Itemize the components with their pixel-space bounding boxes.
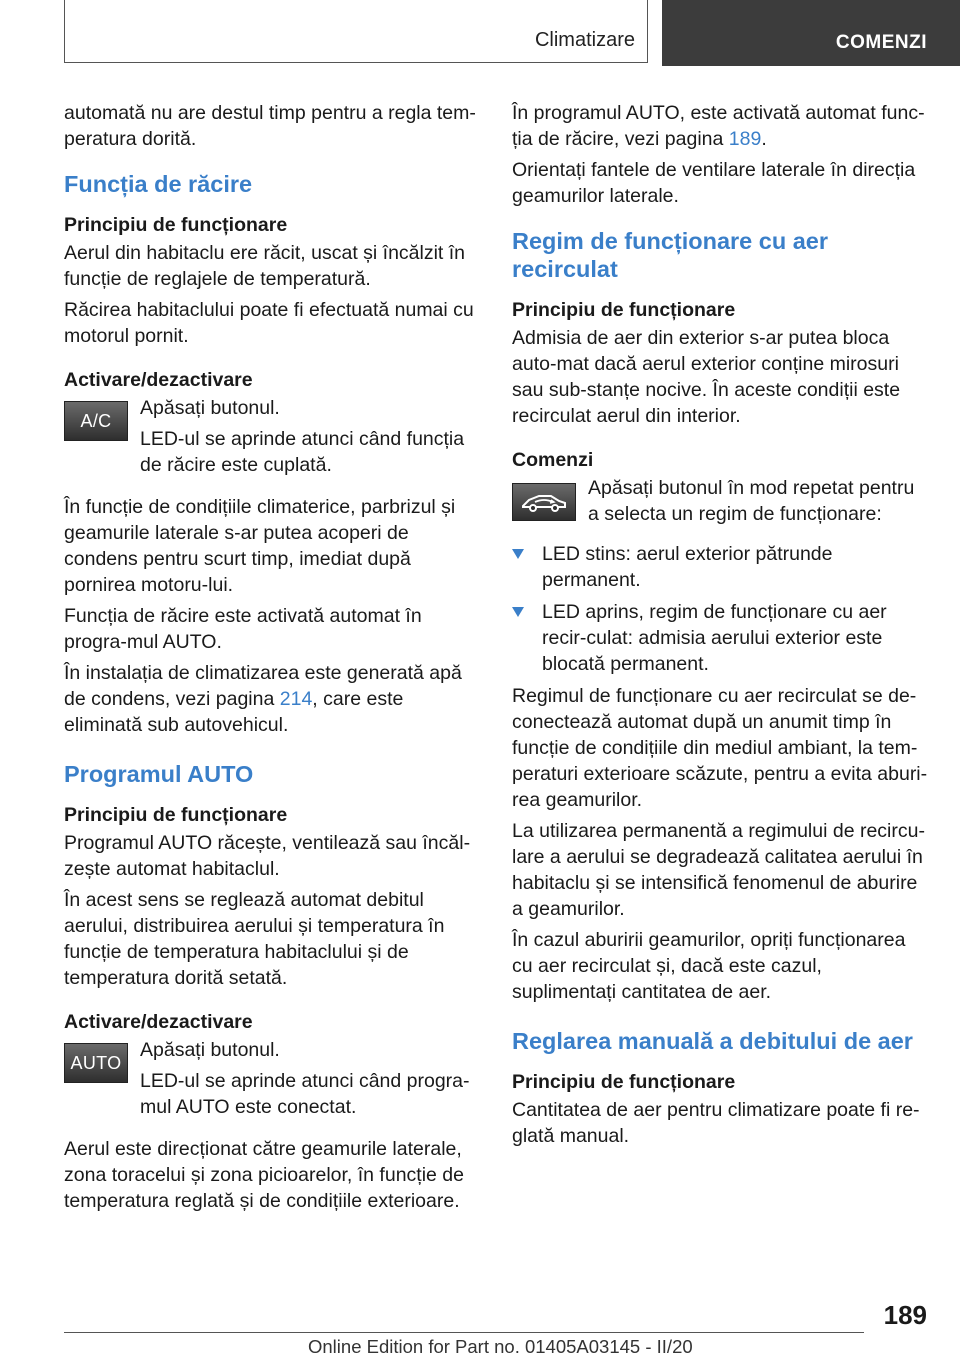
header-section-box xyxy=(64,0,648,63)
subheading-activate: Activare/dezactivare xyxy=(64,1011,253,1033)
paragraph: Regimul de funcționare cu aer recirculat se de‐conectează automat după un anumit timp în funcție de condițiile din mediul ambiant, la tem‐peraturi exterioare scăzute, pentru a evita aburi‐rea geamurilor. xyxy=(512,685,928,811)
triangle-bullet-icon xyxy=(512,607,524,617)
paragraph: La utilizarea permanentă a regimului de recircu‐lare a aerului se degradează calitatea aerului în habitaclu și se intensifică fenomenul de aburire a geamurilor. xyxy=(512,820,925,920)
auto-button-image: AUTO xyxy=(64,1043,128,1083)
section-title: Climatizare xyxy=(534,29,635,51)
recirc-button-row xyxy=(512,475,930,527)
paragraph: Admisia de aer din exterior s-ar putea bloca auto‐mat dacă aerul exterior conține mirosuri sau sub‐stanțe nocive. În aceste condiții este recirculat aerul din interior. xyxy=(512,327,901,427)
paragraph: În acest sens se reglează automat debitul aerului, distribuirea aerului și temperatura în funcție de temperatura habitaclului și de temperatura dorită setată. xyxy=(64,889,445,989)
edition-text: Online Edition for Part no. 01405A03145 - II/20 xyxy=(308,1336,693,1357)
paragraph: Funcția de răcire este activată automat în progra‐mul AUTO. xyxy=(64,605,422,653)
paragraph: Programul AUTO răcește, ventilează sau încăl‐zește automat habitaclul. xyxy=(64,832,471,880)
list-item: LED aprins, regim de funcționare cu aer recir‐culat: admisia aerului exterior este blocată permanent. xyxy=(512,599,930,677)
paragraph: În cazul aburirii geamurilor, opriți funcționarea cu aer recirculat și, dacă este cazul, suplimentați cantitatea de aer. xyxy=(512,929,906,1003)
recirc-button-image xyxy=(512,483,576,521)
paragraph: Răcirea habitaclului poate fi efectuată numai cu motorul pornit. xyxy=(64,299,474,347)
page-link-214[interactable]: 214 xyxy=(279,688,313,710)
chapter-tab-label: COMENZI xyxy=(835,32,927,53)
subheading-controls: Comenzi xyxy=(512,449,594,471)
subheading-activate: Activare/dezactivare xyxy=(64,369,253,391)
heading-cooling: Funcția de răcire xyxy=(64,171,253,197)
mode-list xyxy=(512,541,930,677)
page-number: 189 xyxy=(883,1300,927,1330)
subheading-principle: Principiu de funcționare xyxy=(512,1071,736,1093)
heading-recirculation: Regim de funcționare cu aer recirculat xyxy=(512,228,829,282)
list-item: LED stins: aerul exterior pătrunde permanent. xyxy=(512,541,930,593)
paragraph: Apăsați butonul în mod repetat pentru a selecta un regim de funcționare: xyxy=(588,477,915,525)
paragraph: Aerul este direcționat către geamurile laterale, zona toracelui și zona picioarelor, în funcție de temperatura reglată și de condițiile exterioare. xyxy=(64,1138,464,1212)
ac-button-image: A/C xyxy=(64,401,128,441)
heading-auto: Programul AUTO xyxy=(64,761,254,787)
car-recirculation-icon xyxy=(519,490,569,514)
page-footer xyxy=(0,1296,960,1362)
footer-divider xyxy=(64,1332,864,1333)
paragraph: automată nu are destul timp pentru a regla tem‐peratura dorită. xyxy=(64,102,476,150)
ac-button-row xyxy=(64,395,480,478)
paragraph: Apăsați butonul. xyxy=(140,397,280,419)
page-link-189[interactable]: 189 xyxy=(728,128,762,150)
triangle-bullet-icon xyxy=(512,549,524,559)
paragraph: În funcție de condițiile climaterice, parbrizul și geamurile laterale s-ar putea acoperi de condens pentru scurt timp, imediat după pornirea motoru‐lui. xyxy=(64,496,456,596)
paragraph: Cantitatea de aer pentru climatizare poate fi re‐glată manual. xyxy=(512,1099,920,1147)
left-column xyxy=(64,100,480,1219)
page-header xyxy=(0,0,960,66)
paragraph: Apăsați butonul. xyxy=(140,1039,280,1061)
subheading-principle: Principiu de funcționare xyxy=(64,214,288,236)
auto-button-row xyxy=(64,1037,480,1120)
chapter-tab[interactable] xyxy=(662,0,960,66)
paragraph: În instalația de climatizarea este generată apă de condens, vezi pagina 214, care este eliminată sub autovehicul. xyxy=(64,662,462,736)
paragraph: LED-ul se aprinde atunci când progra‐mul AUTO este conectat. xyxy=(140,1070,470,1118)
paragraph: LED-ul se aprinde atunci când funcția de răcire este cuplată. xyxy=(140,428,465,476)
paragraph: În programul AUTO, este activată automat func‐ția de răcire, vezi pagina 189. xyxy=(512,102,925,150)
heading-manual-airflow: Reglarea manuală a debitului de aer xyxy=(512,1028,913,1054)
right-column xyxy=(512,100,930,1154)
paragraph: Aerul din habitaclu ere răcit, uscat și încălzit în funcție de reglajele de temperatură. xyxy=(64,242,466,290)
subheading-principle: Principiu de funcționare xyxy=(64,804,288,826)
subheading-principle: Principiu de funcționare xyxy=(512,299,736,321)
paragraph: Orientați fantele de ventilare laterale în direcția geamurilor laterale. xyxy=(512,159,916,207)
